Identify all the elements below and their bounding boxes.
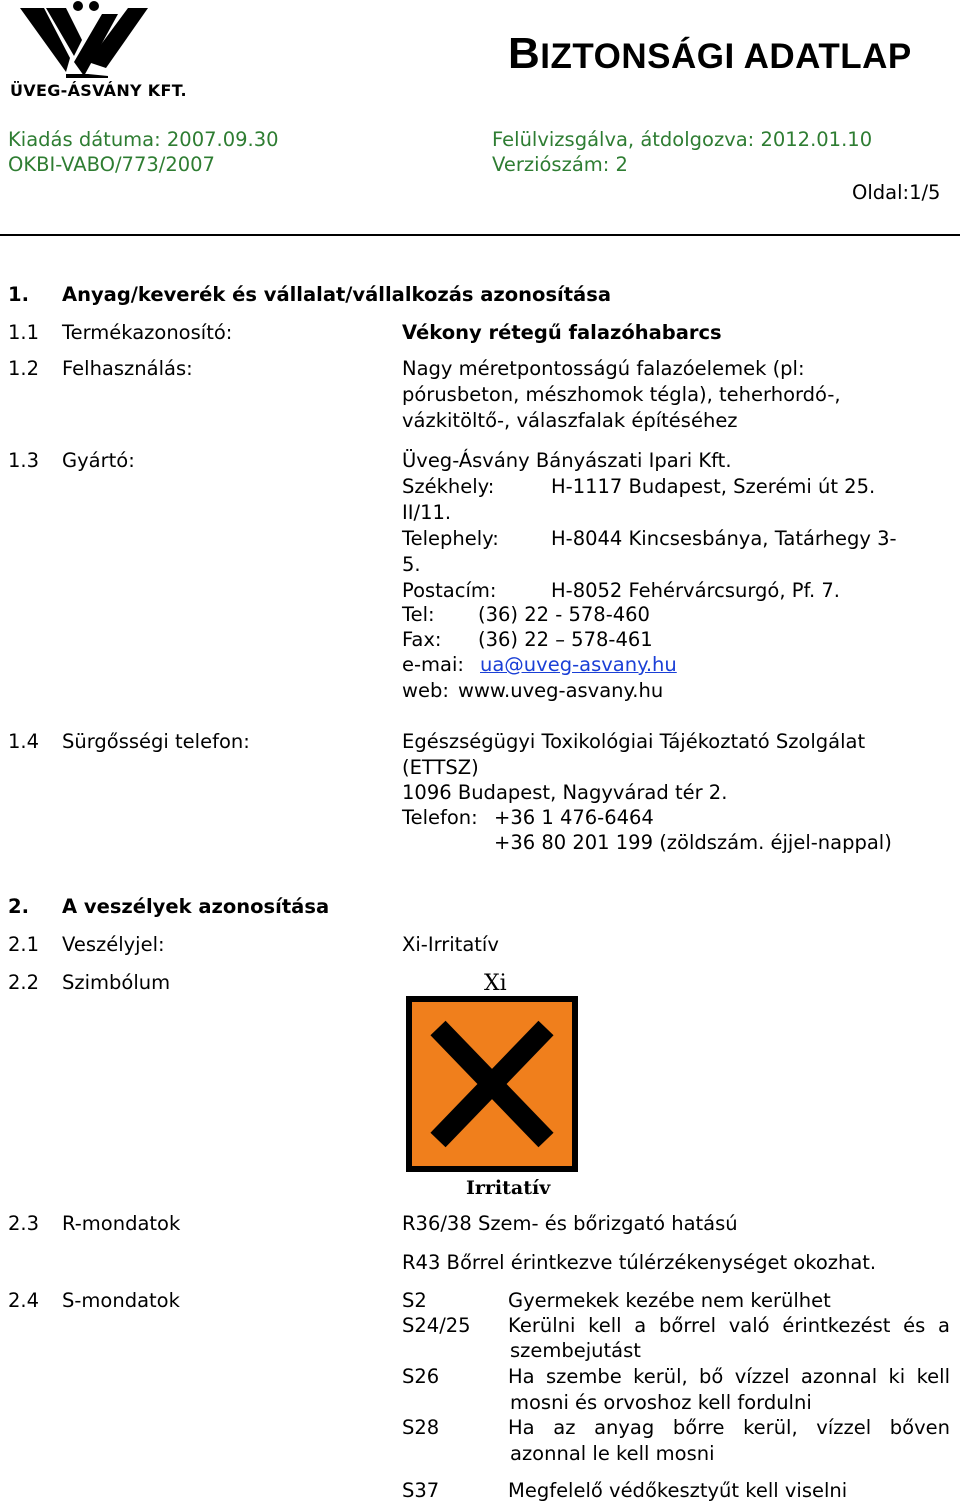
s-phrase-text-cont: mosni és orvoshoz kell fordulni — [510, 1391, 812, 1414]
fax-value: (36) 22 – 578-461 — [478, 628, 653, 651]
s-phrase-text: Gyermekek kezébe nem kerülhet — [508, 1289, 831, 1312]
item-1-4-number: 1.4 — [8, 730, 40, 753]
section-1-number: 1. — [8, 283, 29, 306]
item-2-4-number: 2.4 — [8, 1289, 40, 1312]
item-1-1-number: 1.1 — [8, 321, 40, 344]
document-title — [508, 30, 912, 81]
issue-date: Kiadás dátuma: 2007.09.30 — [8, 128, 279, 151]
email-label: e-mai: — [402, 653, 464, 676]
hazard-sign-value: Xi-Irritatív — [402, 933, 499, 956]
site-value: H-8044 Kincsesbánya, Tatárhegy 3- — [551, 527, 897, 550]
document-title-initial: B — [508, 29, 541, 78]
tel-label: Tel: — [402, 603, 435, 626]
web-value: www.uveg-asvany.hu — [458, 679, 664, 702]
item-1-2-number: 1.2 — [8, 357, 40, 380]
s-phrase-code: S2 — [402, 1289, 427, 1312]
emergency-org-abbr: (ETTSZ) — [402, 756, 479, 779]
logo-text: ÜVEG-ÁSVÁNY KFT. — [10, 81, 187, 100]
hazard-sign-label: Veszélyjel: — [62, 933, 165, 956]
s-phrase-text: Kerülni kell a bőrrel való érintkezést és a — [508, 1314, 950, 1337]
r-phrase-2: R43 Bőrrel érintkezve túlérzékenységet okozhat. — [402, 1251, 877, 1274]
emergency-phone-1: +36 1 476-6464 — [494, 806, 654, 829]
symbol-label: Szimbólum — [62, 971, 171, 994]
s-phrase-text-cont: azonnal le kell mosni — [510, 1442, 715, 1465]
manufacturer-label: Gyártó: — [62, 449, 135, 472]
revision-date: Felülvizsgálva, átdolgozva: 2012.01.10 — [492, 128, 873, 151]
page-number: Oldal:1/5 — [852, 181, 941, 204]
seat-label: Székhely: — [402, 475, 495, 498]
site-value-cont: 5. — [402, 553, 421, 576]
section-2-number: 2. — [8, 895, 29, 918]
symbol-caption: Irritatív — [466, 1177, 551, 1199]
s-phrase-text: Ha az anyag bőrre kerül, vízzel bőven — [508, 1416, 950, 1439]
s-phrase-text-cont: szembejutást — [510, 1339, 641, 1362]
symbol-title: Xi — [484, 971, 507, 996]
xi-irritant-icon — [406, 996, 578, 1172]
reference-number: OKBI-VABO/773/2007 — [8, 153, 215, 176]
manufacturer-name: Üveg-Ásvány Bányászati Ipari Kft. — [402, 449, 732, 472]
s-phrases-label: S-mondatok — [62, 1289, 180, 1312]
site-label: Telephely: — [402, 527, 499, 550]
fax-label: Fax: — [402, 628, 442, 651]
section-2-title: A veszélyek azonosítása — [62, 895, 330, 918]
web-label: web: — [402, 679, 449, 702]
s-phrase-code: S37 — [402, 1479, 440, 1502]
emergency-phone-label: Sürgősségi telefon: — [62, 730, 250, 753]
item-2-2-number: 2.2 — [8, 971, 40, 994]
seat-value: H-1117 Budapest, Szerémi út 25. — [551, 475, 876, 498]
version-number: Verziószám: 2 — [492, 153, 628, 176]
document-title-rest: IZTONSÁGI ADATLAP — [540, 37, 912, 76]
postal-value: H-8052 Fehérvárcsurgó, Pf. 7. — [551, 579, 840, 602]
s-phrase-text: Megfelelő védőkesztyűt kell viselni — [508, 1479, 848, 1502]
emergency-phone-2: +36 80 201 199 (zöldszám. éjjel-nappal) — [494, 831, 892, 854]
product-identifier-label: Termékazonosító: — [62, 321, 233, 344]
s-phrase-code: S26 — [402, 1365, 440, 1388]
s-phrase-code: S28 — [402, 1416, 440, 1439]
seat-value-cont: II/11. — [402, 501, 452, 524]
emergency-org-address: 1096 Budapest, Nagyvárad tér 2. — [402, 781, 728, 804]
tel-value: (36) 22 - 578-460 — [478, 603, 650, 626]
header-divider — [0, 234, 960, 236]
s-phrase-text: Ha szembe kerül, bő vízzel azonnal ki kell — [508, 1365, 950, 1388]
usage-line-3: vázkitöltő-, válaszfalak építéséhez — [402, 409, 738, 432]
section-1-title: Anyag/keverék és vállalat/vállalkozás azonosítása — [62, 283, 611, 306]
product-name: Vékony rétegű falazóhabarcs — [402, 321, 722, 344]
r-phrases-label: R-mondatok — [62, 1212, 181, 1235]
email-link[interactable]: ua@uveg-asvany.hu — [480, 653, 677, 676]
usage-label: Felhasználás: — [62, 357, 193, 380]
item-2-3-number: 2.3 — [8, 1212, 40, 1235]
item-2-1-number: 2.1 — [8, 933, 40, 956]
emergency-phone-word: Telefon: — [402, 806, 478, 829]
usage-line-2: pórusbeton, mészhomok tégla), teherhordó-, — [402, 383, 841, 406]
item-1-3-number: 1.3 — [8, 449, 40, 472]
r-phrase-1: R36/38 Szem- és bőrizgató hatású — [402, 1212, 738, 1235]
usage-line-1: Nagy méretpontosságú falazóelemek (pl: — [402, 357, 805, 380]
emergency-org-name: Egészségügyi Toxikológiai Tájékoztató Szolgálat — [402, 730, 866, 753]
s-phrase-code: S24/25 — [402, 1314, 471, 1337]
postal-label: Postacím: — [402, 579, 497, 602]
